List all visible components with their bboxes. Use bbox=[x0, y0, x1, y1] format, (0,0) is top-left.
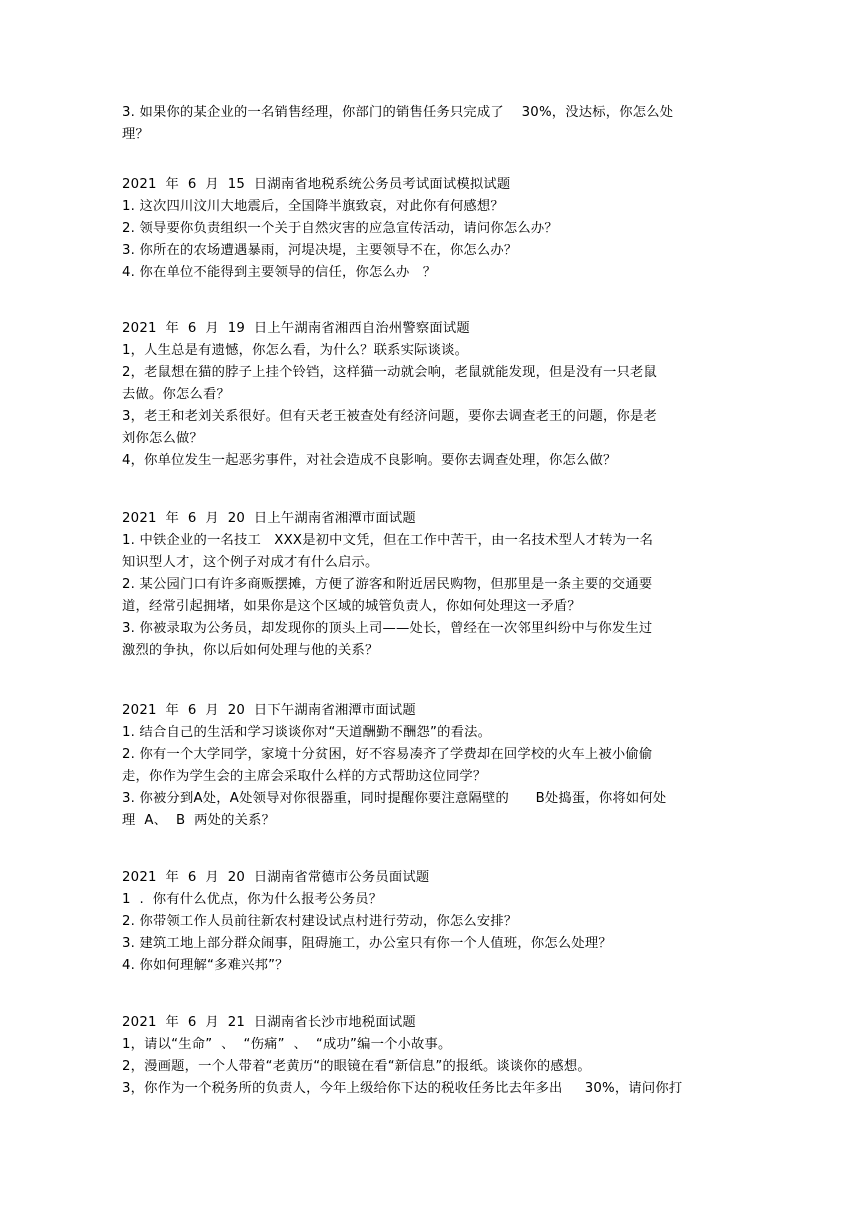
section-6 bbox=[122, 1012, 722, 1100]
intro-line-2: 理？ bbox=[122, 127, 149, 142]
question-line: 2，漫画题，一个人带着“老黄历“的眼镜在看“新信息”的报纸。谈谈你的感想。 bbox=[122, 1059, 591, 1074]
intro-line-1: 3. 如果你的某企业的一名销售经理，你部门的销售任务只完成了 30%，没达标，你怎么处 bbox=[122, 105, 674, 120]
section-heading: 2021 年 6 月 20 日下午湖南省湘潭市面试题 bbox=[122, 703, 416, 718]
question-line: 去做。你怎么看？ bbox=[122, 387, 230, 402]
question-line: 4，你单位发生一起恶劣事件，对社会造成不良影响。要你去调查处理，你怎么做？ bbox=[122, 453, 617, 468]
question-line: 4. 你在单位不能得到主要领导的信任，你怎么办 ？ bbox=[122, 265, 437, 280]
question-line: 3，你作为一个税务所的负责人，今年上级给你下达的税收任务比去年多出 30%，请问你打 bbox=[122, 1081, 683, 1096]
question-line: 2. 你有一个大学同学，家境十分贫困，好不容易凑齐了学费却在回学校的火车上被小偷偷 bbox=[122, 747, 653, 762]
question-line: 激烈的争执，你以后如何处理与他的关系？ bbox=[122, 643, 379, 658]
question-line: 1. 这次四川汶川大地震后，全国降半旗致哀，对此你有何感想？ bbox=[122, 199, 504, 214]
question-line: 2. 某公园门口有许多商贩摆摊，方便了游客和附近居民购物，但那里是一条主要的交通要 bbox=[122, 577, 653, 592]
section-4 bbox=[122, 700, 722, 832]
question-line: 知识型人才，这个例子对成才有什么启示。 bbox=[122, 555, 379, 570]
question-line: 3. 你所在的农场遭遇暴雨，河堤决堤，主要领导不在，你怎么办？ bbox=[122, 243, 518, 258]
question-line: 1，请以“生命” 、 “伤痛” 、 “成功”编一个小故事。 bbox=[122, 1037, 452, 1052]
question-line: 1 . 你有什么优点，你为什么报考公务员？ bbox=[122, 892, 383, 907]
section-heading: 2021 年 6 月 21 日湖南省长沙市地税面试题 bbox=[122, 1015, 416, 1030]
question-line: 3，老王和老刘关系很好。但有天老王被查处有经济问题，要你去调查老王的问题，你是老 bbox=[122, 409, 658, 424]
section-heading: 2021 年 6 月 20 日上午湖南省湘潭市面试题 bbox=[122, 511, 416, 526]
section-3 bbox=[122, 508, 722, 662]
section-2 bbox=[122, 318, 722, 472]
question-line: 3. 建筑工地上部分群众闹事，阻碍施工，办公室只有你一个人值班，你怎么处理？ bbox=[122, 936, 612, 951]
question-line: 2. 你带领工作人员前往新农村建设试点村进行劳动，你怎么安排？ bbox=[122, 914, 518, 929]
question-line: 刘你怎么做？ bbox=[122, 431, 203, 446]
question-line: 2，老鼠想在猫的脖子上挂个铃铛，这样猫一动就会响，老鼠就能发现，但是没有一只老鼠 bbox=[122, 365, 658, 380]
question-line: 走，你作为学生会的主席会采取什么样的方式帮助这位同学？ bbox=[122, 769, 487, 784]
intro-block bbox=[122, 102, 722, 146]
question-line: 2. 领导要你负责组织一个关于自然灾害的应急宣传活动，请问你怎么办？ bbox=[122, 221, 558, 236]
question-line: 1. 中铁企业的一名技工 XXX是初中文凭，但在工作中苦干，由一名技术型人才转为一名 bbox=[122, 533, 654, 548]
question-line: 理 A、 B 两处的关系？ bbox=[122, 813, 276, 828]
section-5 bbox=[122, 867, 722, 977]
section-heading: 2021 年 6 月 20 日湖南省常德市公务员面试题 bbox=[122, 870, 430, 885]
section-heading: 2021 年 6 月 19 日上午湖南省湘西自治州警察面试题 bbox=[122, 321, 470, 336]
section-heading: 2021 年 6 月 15 日湖南省地税系统公务员考试面试模拟试题 bbox=[122, 177, 511, 192]
question-line: 4. 你如何理解“多难兴邦”？ bbox=[122, 958, 289, 973]
question-line: 3. 你被分到A处，A处领导对你很器重，同时提醒你要注意隔壁的 B处捣蛋，你将如何处 bbox=[122, 791, 667, 806]
section-1 bbox=[122, 174, 722, 284]
question-line: 道，经常引起拥堵，如果你是这个区域的城管负责人，你如何处理这一矛盾？ bbox=[122, 599, 581, 614]
question-line: 1. 结合自己的生活和学习谈谈你对“天道酬勤不酬怨”的看法。 bbox=[122, 725, 492, 740]
question-line: 3. 你被录取为公务员，却发现你的顶头上司——处长，曾经在一次邻里纠纷中与你发生过 bbox=[122, 621, 653, 636]
question-line: 1，人生总是有遗憾，你怎么看，为什么？联系实际谈谈。 bbox=[122, 343, 469, 358]
